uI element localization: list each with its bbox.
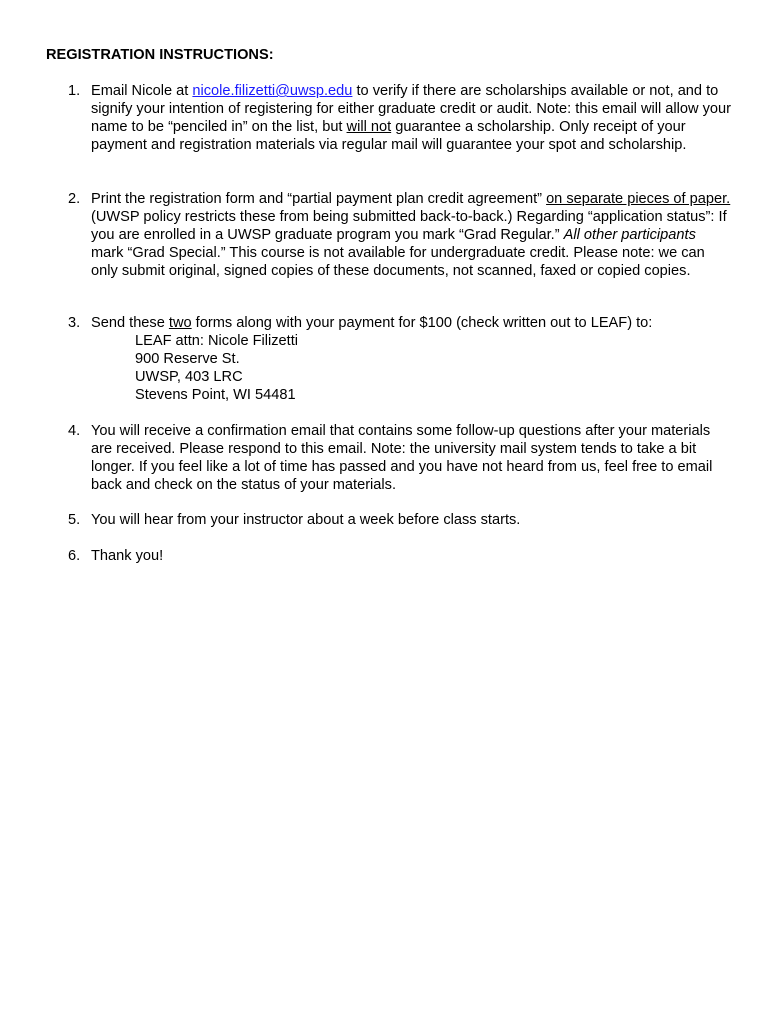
list-item-text: Send these two forms along with your payment for $100 (check written out to LEAF) to: LEAF attn: Nicole Filizetti 900 Reserve St. UWSP, 403 LRC Stevens Point, WI 54481	[91, 314, 731, 404]
address-line: Stevens Point, WI 54481	[135, 387, 296, 403]
list-item-number: 2.	[68, 191, 81, 207]
address-line: LEAF attn: Nicole Filizetti	[135, 333, 299, 349]
list-item-3	[68, 314, 738, 404]
list-item-1	[68, 82, 738, 154]
email-link[interactable]: nicole.filizetti@uwsp.edu	[192, 83, 353, 99]
list-item-text: Thank you!	[91, 548, 164, 564]
list-item-number: 1.	[68, 83, 81, 99]
list-item-number: 5.	[68, 512, 81, 528]
underlined-text: two	[168, 315, 192, 331]
list-item-text: You will hear from your instructor about a week before class starts.	[91, 512, 521, 528]
list-item-number: 3.	[68, 315, 81, 331]
list-item-text: You will receive a confirmation email that contains some follow-up questions after your materials are received. Please respond to this email. Note: the university mail system tends to take a bit longer. If you feel like a lot of time has passed and you have not heard from us, feel free to email back and check on the status of your materials.	[91, 423, 713, 493]
list-item-4	[68, 422, 738, 494]
list-item-number: 4.	[68, 423, 81, 439]
list-item-number: 6.	[68, 548, 81, 564]
italic-text: All other participants	[563, 227, 696, 243]
address-line: 900 Reserve St.	[135, 351, 240, 367]
list-item-2	[68, 190, 738, 280]
list-item-text: Email Nicole at nicole.filizetti@uwsp.edu to verify if there are scholarships available or not, and to signify your intention of registering for either graduate credit or audit. Note: this email will allow your name to be “penciled in” on the list, but will not guarantee a scholarship. Only receipt of your payment and registration materials via regular mail will guarantee your spot and scholarship.	[91, 83, 732, 153]
underlined-text: will not	[346, 119, 392, 135]
list-item-text: Print the registration form and “partial payment plan credit agreement” on separate pieces of paper. (UWSP policy restricts these from being submitted back-to-back.) Regarding “application status”: If you are enrolled in a UWSP graduate program you mark “Grad Regular.” All other participants mark “Grad Special.” This course is not available for undergraduate credit. Please note: we can only submit original, signed copies of these documents, not scanned, faxed or copied copies.	[91, 191, 731, 279]
address-line: UWSP, 403 LRC	[135, 369, 243, 385]
mailing-address	[135, 332, 731, 404]
list-item-5	[68, 511, 738, 529]
list-item-6	[68, 547, 738, 565]
page-title: REGISTRATION INSTRUCTIONS:	[46, 47, 274, 63]
underlined-text: on separate pieces of paper.	[546, 191, 731, 207]
